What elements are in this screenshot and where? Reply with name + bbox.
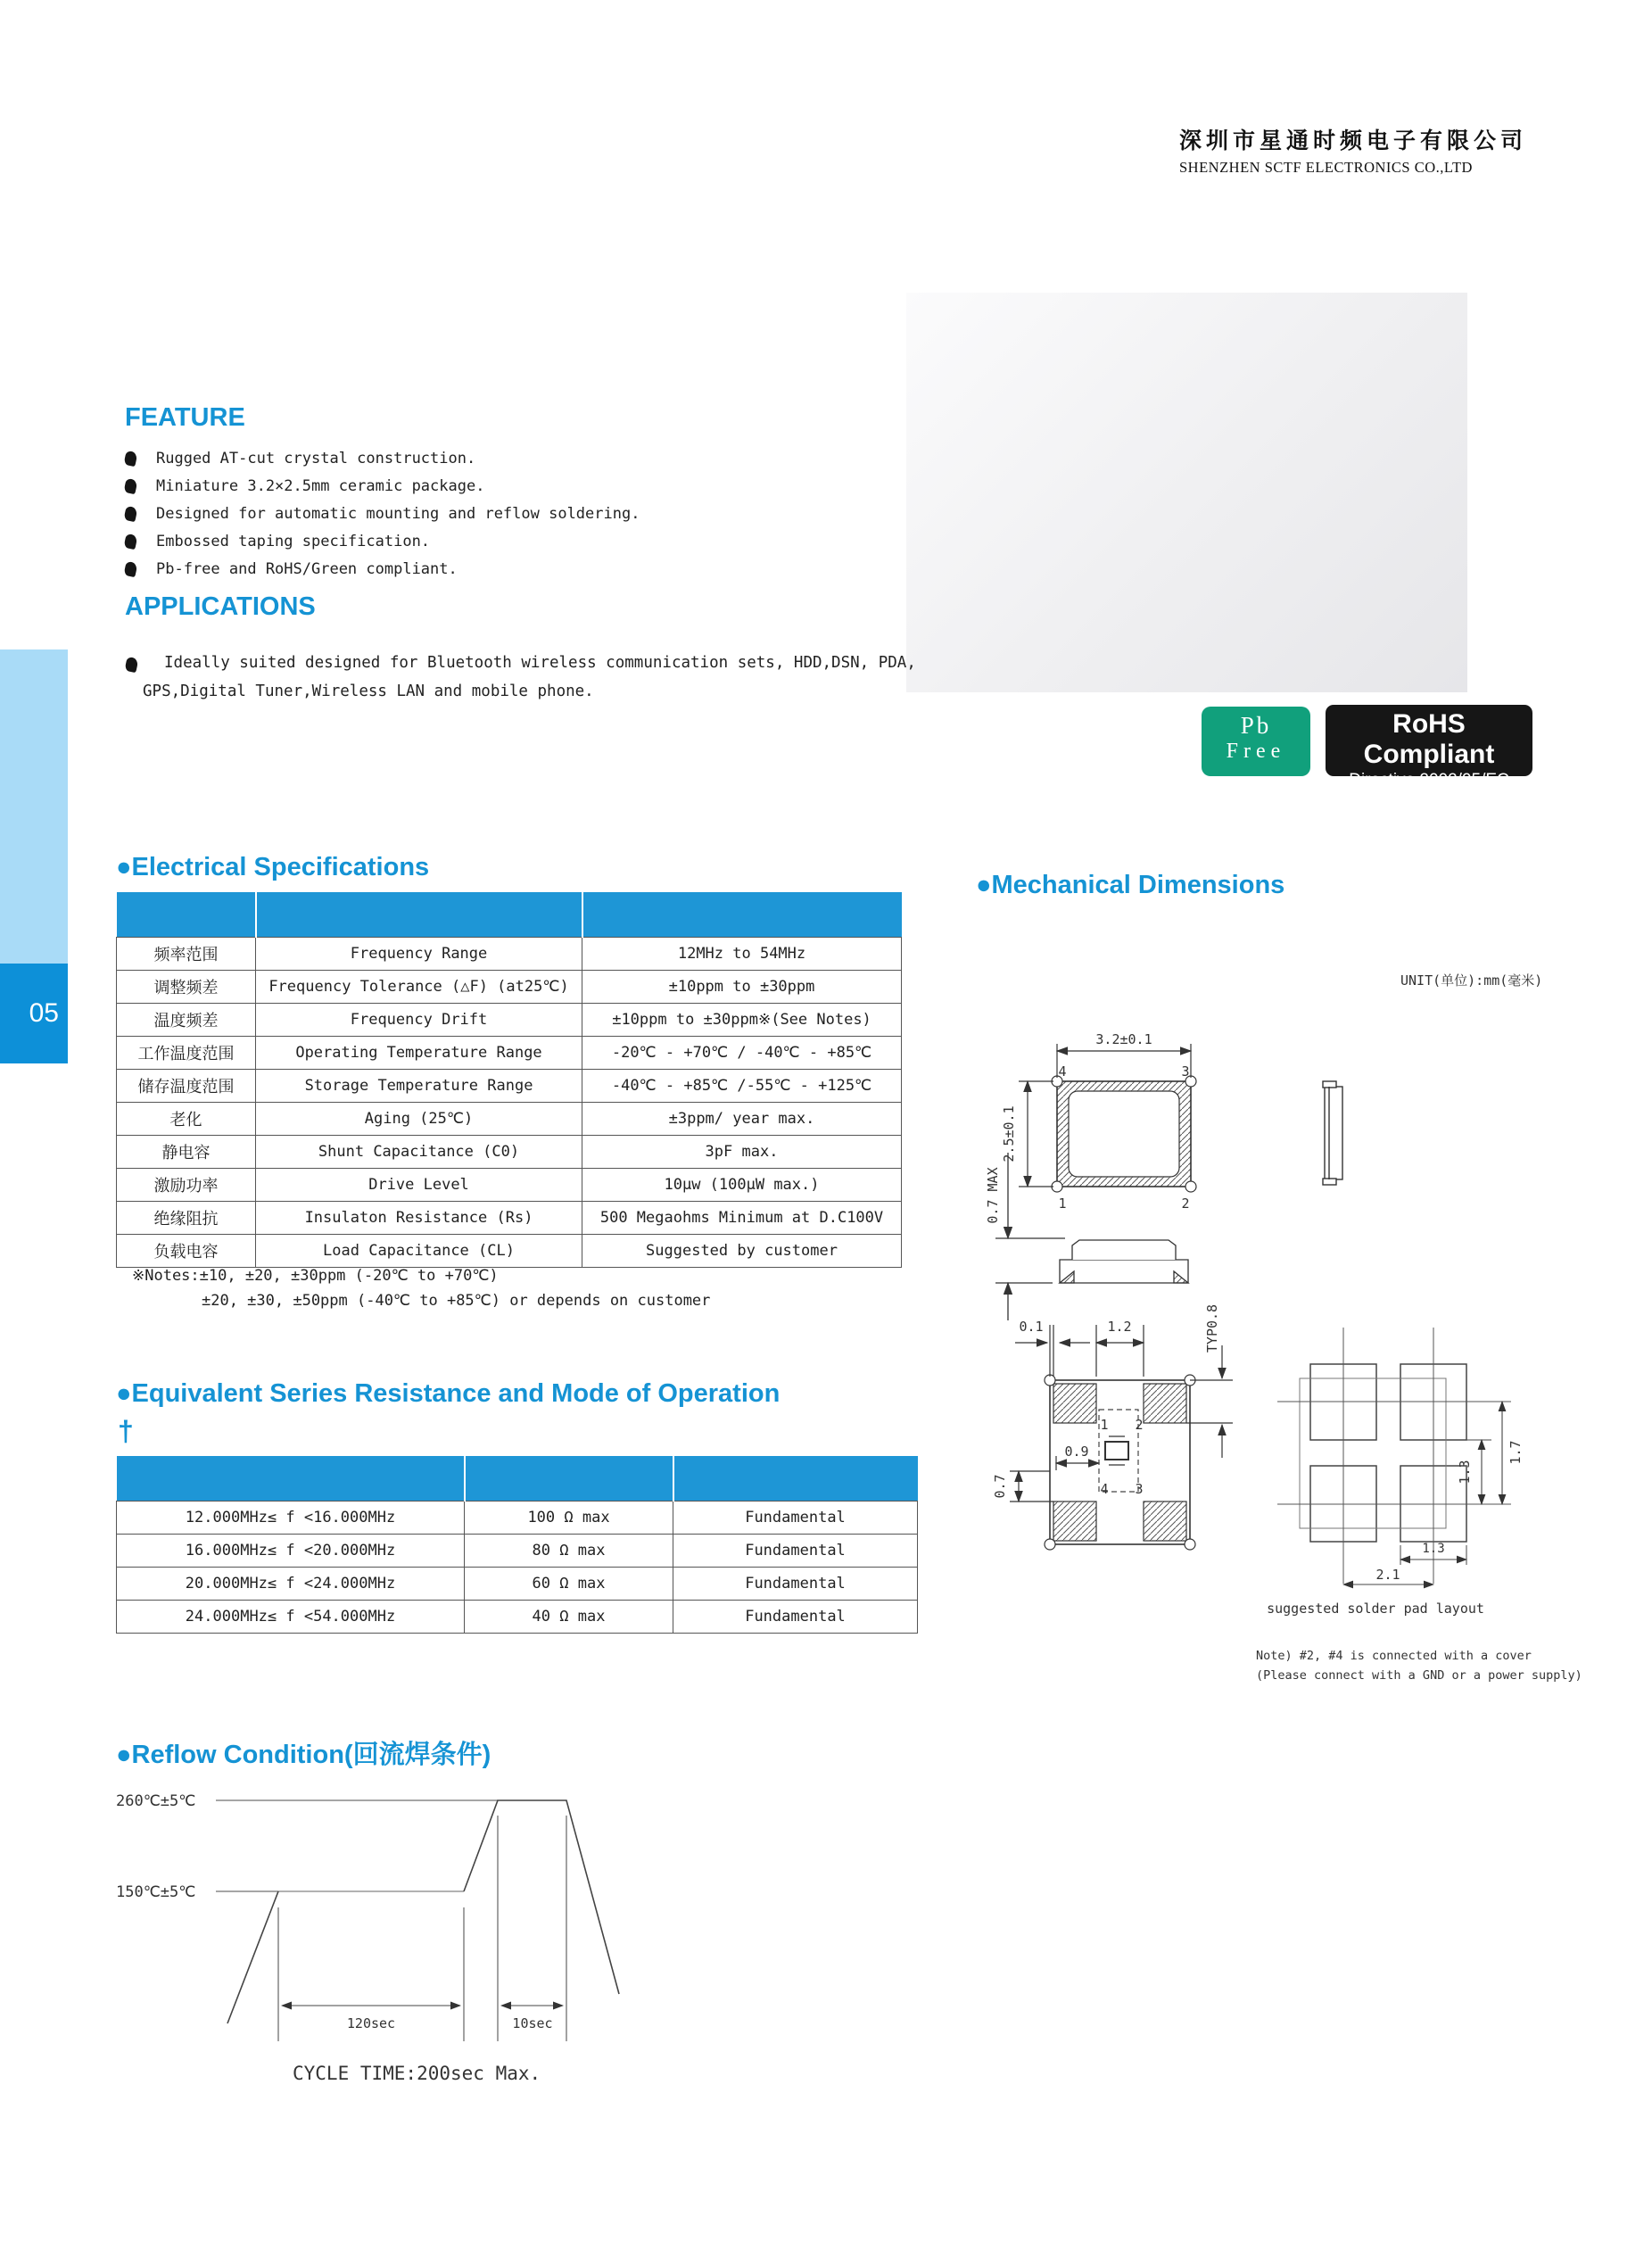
esr-range: 24.000MHz≤ f <54.000MHz bbox=[117, 1601, 465, 1634]
sidebar-strip bbox=[0, 649, 68, 964]
table-row bbox=[117, 1601, 918, 1634]
spec-value: ±3ppm/ year max. bbox=[582, 1103, 902, 1136]
list-item bbox=[125, 472, 640, 500]
peak-time-label: 10sec bbox=[512, 2015, 553, 2031]
table-header-row bbox=[117, 892, 902, 938]
feature-item-text: Miniature 3.2×2.5mm ceramic package. bbox=[156, 476, 485, 495]
pb-free-badge-line1: Pb bbox=[1240, 712, 1272, 739]
peak-temp-label: 260℃±5℃ bbox=[116, 1792, 196, 1810]
spec-value: ±10ppm to ±30ppm※(See Notes) bbox=[582, 1004, 902, 1037]
unit-label: UNIT(单位):mm(毫米) bbox=[1400, 972, 1543, 989]
esr-range: 12.000MHz≤ f <16.000MHz bbox=[117, 1502, 465, 1535]
pad-dim-outer-label: 1.7 bbox=[1507, 1440, 1524, 1465]
pin-label: 3 bbox=[1135, 1481, 1144, 1497]
rohs-badge-title: RoHS Compliant bbox=[1363, 709, 1495, 769]
esr-mode: Fundamental bbox=[673, 1568, 918, 1601]
spec-notes-line1: ※Notes:±10, ±20, ±30ppm (-20℃ to +70℃) bbox=[132, 1267, 499, 1285]
esr-mode: Fundamental bbox=[673, 1502, 918, 1535]
top-view-drawing bbox=[1019, 1044, 1196, 1192]
table-row bbox=[117, 1235, 902, 1268]
esr-range: 16.000MHz≤ f <20.000MHz bbox=[117, 1535, 465, 1568]
spec-en: Storage Temperature Range bbox=[256, 1070, 582, 1103]
bullet-icon bbox=[123, 505, 137, 521]
soak-temp-label: 150℃±5℃ bbox=[116, 1883, 196, 1901]
esr-resistance: 100 Ω max bbox=[465, 1502, 673, 1535]
mechanical-drawing bbox=[963, 928, 1623, 1695]
spec-value: -20℃ - +70℃ / -40℃ - +85℃ bbox=[582, 1037, 902, 1070]
solder-pad-caption: suggested solder pad layout bbox=[1267, 1601, 1484, 1617]
applications-title: APPLICATIONS bbox=[125, 592, 316, 621]
pin-label: 1 bbox=[1058, 1195, 1067, 1212]
spec-cn: 静电容 bbox=[117, 1136, 256, 1169]
header-cell bbox=[256, 892, 582, 938]
spec-value: 12MHz to 54MHz bbox=[582, 938, 902, 971]
table-header-row bbox=[117, 1456, 918, 1502]
spec-en: Frequency Drift bbox=[256, 1004, 582, 1037]
header-cell bbox=[117, 1456, 465, 1502]
pb-free-badge bbox=[1202, 707, 1310, 776]
table-row bbox=[117, 1535, 918, 1568]
esr-mode: Fundamental bbox=[673, 1535, 918, 1568]
feature-list bbox=[125, 444, 640, 583]
esr-resistance: 80 Ω max bbox=[465, 1535, 673, 1568]
soak-time-label: 120sec bbox=[346, 2015, 396, 2031]
pin-label: 3 bbox=[1181, 1063, 1190, 1080]
pin-label: 1 bbox=[1100, 1417, 1109, 1433]
cycle-time-label: CYCLE TIME:200sec Max. bbox=[293, 2063, 541, 2084]
electrical-specs-table bbox=[116, 892, 902, 1268]
spec-cn: 绝缘阻抗 bbox=[117, 1202, 256, 1235]
spec-en: Load Capacitance (CL) bbox=[256, 1235, 582, 1268]
page-number-tab bbox=[0, 964, 68, 1063]
table-row bbox=[117, 1136, 902, 1169]
mech-note-line1: Note) #2, #4 is connected with a cover bbox=[1256, 1649, 1532, 1663]
header-cell bbox=[582, 892, 902, 938]
feature-item-text: Pb-free and RoHS/Green compliant. bbox=[156, 559, 458, 578]
pad-dim-inner-label: 1.3 bbox=[1457, 1460, 1473, 1485]
side-view-drawing bbox=[1323, 1081, 1342, 1185]
spec-en: Drive Level bbox=[256, 1169, 582, 1202]
bullet-icon bbox=[124, 657, 138, 673]
spec-cn: 激励功率 bbox=[117, 1169, 256, 1202]
header-cell bbox=[673, 1456, 918, 1502]
spec-notes-line2: ±20, ±30, ±50ppm (-40℃ to +85℃) or depends on customer bbox=[202, 1292, 711, 1310]
applications-text-line1: Ideally suited designed for Bluetooth wireless communication sets, HDD,DSN, PDA, bbox=[164, 654, 916, 672]
pad-dim-pitch-label: 2.1 bbox=[1375, 1567, 1400, 1583]
reflow-condition-title: ●Reflow Condition(回流焊条件) bbox=[116, 1741, 491, 1769]
esr-table bbox=[116, 1456, 918, 1634]
dim-width-label: 3.2±0.1 bbox=[1095, 1031, 1152, 1047]
table-row bbox=[117, 1502, 918, 1535]
table-row bbox=[117, 1202, 902, 1235]
pin-label: 2 bbox=[1135, 1417, 1144, 1433]
table-row bbox=[117, 1037, 902, 1070]
bullet-icon bbox=[123, 533, 137, 549]
spec-cn: 负载电容 bbox=[117, 1235, 256, 1268]
feature-item-text: Rugged AT-cut crystal construction. bbox=[156, 449, 476, 467]
table-row bbox=[117, 1004, 902, 1037]
table-row bbox=[117, 1070, 902, 1103]
list-item bbox=[125, 500, 640, 527]
esr-resistance: 60 Ω max bbox=[465, 1568, 673, 1601]
company-header bbox=[1179, 123, 1545, 177]
spec-cn: 调整频差 bbox=[117, 971, 256, 1004]
spec-en: Insulaton Resistance (Rs) bbox=[256, 1202, 582, 1235]
page-number: 05 bbox=[29, 998, 59, 1028]
table-row bbox=[117, 971, 902, 1004]
table-row bbox=[117, 1169, 902, 1202]
esr-range: 20.000MHz≤ f <24.000MHz bbox=[117, 1568, 465, 1601]
dim-pad-width-label: 1.2 bbox=[1107, 1319, 1132, 1335]
dim-height-label: 2.5±0.1 bbox=[1001, 1105, 1017, 1162]
spec-cn: 工作温度范围 bbox=[117, 1037, 256, 1070]
product-photo bbox=[906, 293, 1467, 692]
bullet-icon bbox=[123, 477, 137, 493]
spec-en: Frequency Tolerance (△F) (at25℃) bbox=[256, 971, 582, 1004]
spec-en: Frequency Range bbox=[256, 938, 582, 971]
esr-dagger: † bbox=[118, 1415, 134, 1447]
bullet-icon bbox=[123, 450, 137, 466]
spec-cn: 频率范围 bbox=[117, 938, 256, 971]
mech-note-line2: (Please connect with a GND or a power supply) bbox=[1256, 1668, 1582, 1683]
dim-center-label: 0.9 bbox=[1064, 1444, 1089, 1460]
mechanical-dimensions-title: ●Mechanical Dimensions bbox=[976, 871, 1285, 899]
feature-item-text: Designed for automatic mounting and reflow soldering. bbox=[156, 504, 640, 523]
spec-value: 10μw (100μW max.) bbox=[582, 1169, 902, 1202]
dim-pad-height-label: TYP0.8 bbox=[1204, 1303, 1220, 1353]
list-item bbox=[125, 555, 640, 583]
dim-pad-offset-label: 0.1 bbox=[1019, 1319, 1044, 1335]
spec-value: Suggested by customer bbox=[582, 1235, 902, 1268]
table-row bbox=[117, 1568, 918, 1601]
header-cell bbox=[465, 1456, 673, 1502]
esr-resistance: 40 Ω max bbox=[465, 1601, 673, 1634]
solder-pad-layout-drawing bbox=[1277, 1328, 1511, 1584]
spec-value: 3pF max. bbox=[582, 1136, 902, 1169]
esr-title: ●Equivalent Series Resistance and Mode of Operation bbox=[116, 1379, 781, 1408]
pb-free-badge-line2: Free bbox=[1226, 740, 1286, 763]
spec-value: ±10ppm to ±30ppm bbox=[582, 971, 902, 1004]
pad-dim-width-label: 1.3 bbox=[1422, 1542, 1445, 1556]
spec-en: Shunt Capacitance (C0) bbox=[256, 1136, 582, 1169]
temperature-profile-line bbox=[227, 1800, 619, 2023]
electrical-specs-title: ●Electrical Specifications bbox=[116, 853, 430, 881]
pin-label: 2 bbox=[1181, 1195, 1190, 1212]
rohs-badge-subtitle: Directive 2002/95/EC bbox=[1349, 771, 1509, 790]
bottom-view-drawing bbox=[1010, 1325, 1233, 1550]
applications-text-line2: GPS,Digital Tuner,Wireless LAN and mobile phone. bbox=[143, 683, 594, 700]
spec-cn: 老化 bbox=[117, 1103, 256, 1136]
pin-label: 4 bbox=[1100, 1481, 1109, 1497]
reflow-profile-chart bbox=[89, 1775, 714, 2097]
spec-value: 500 Megaohms Minimum at D.C100V bbox=[582, 1202, 902, 1235]
esr-mode: Fundamental bbox=[673, 1601, 918, 1634]
spec-cn: 温度频差 bbox=[117, 1004, 256, 1037]
spec-en: Aging (25℃) bbox=[256, 1103, 582, 1136]
list-item bbox=[125, 444, 640, 472]
table-row bbox=[117, 938, 902, 971]
dim-edge-label: 0.7 bbox=[992, 1474, 1008, 1499]
dimension-lines bbox=[278, 1816, 566, 2041]
reference-lines bbox=[216, 1800, 498, 1891]
company-name-en: SHENZHEN SCTF ELECTRONICS CO.,LTD bbox=[1179, 159, 1473, 176]
feature-item-text: Embossed taping specification. bbox=[156, 532, 431, 550]
header-cell bbox=[117, 892, 256, 938]
company-name-cn: 深圳市星通时频电子有限公司 bbox=[1179, 129, 1528, 153]
pin-label: 4 bbox=[1058, 1063, 1067, 1080]
spec-cn: 储存温度范围 bbox=[117, 1070, 256, 1103]
list-item bbox=[125, 527, 640, 555]
dim-thickness-label: 0.7 MAX bbox=[985, 1167, 1001, 1224]
bullet-icon bbox=[123, 560, 137, 576]
rohs-badge bbox=[1326, 705, 1532, 790]
table-row bbox=[117, 1103, 902, 1136]
spec-en: Operating Temperature Range bbox=[256, 1037, 582, 1070]
feature-title: FEATURE bbox=[125, 403, 245, 432]
spec-value: -40℃ - +85℃ /-55℃ - +125℃ bbox=[582, 1070, 902, 1103]
